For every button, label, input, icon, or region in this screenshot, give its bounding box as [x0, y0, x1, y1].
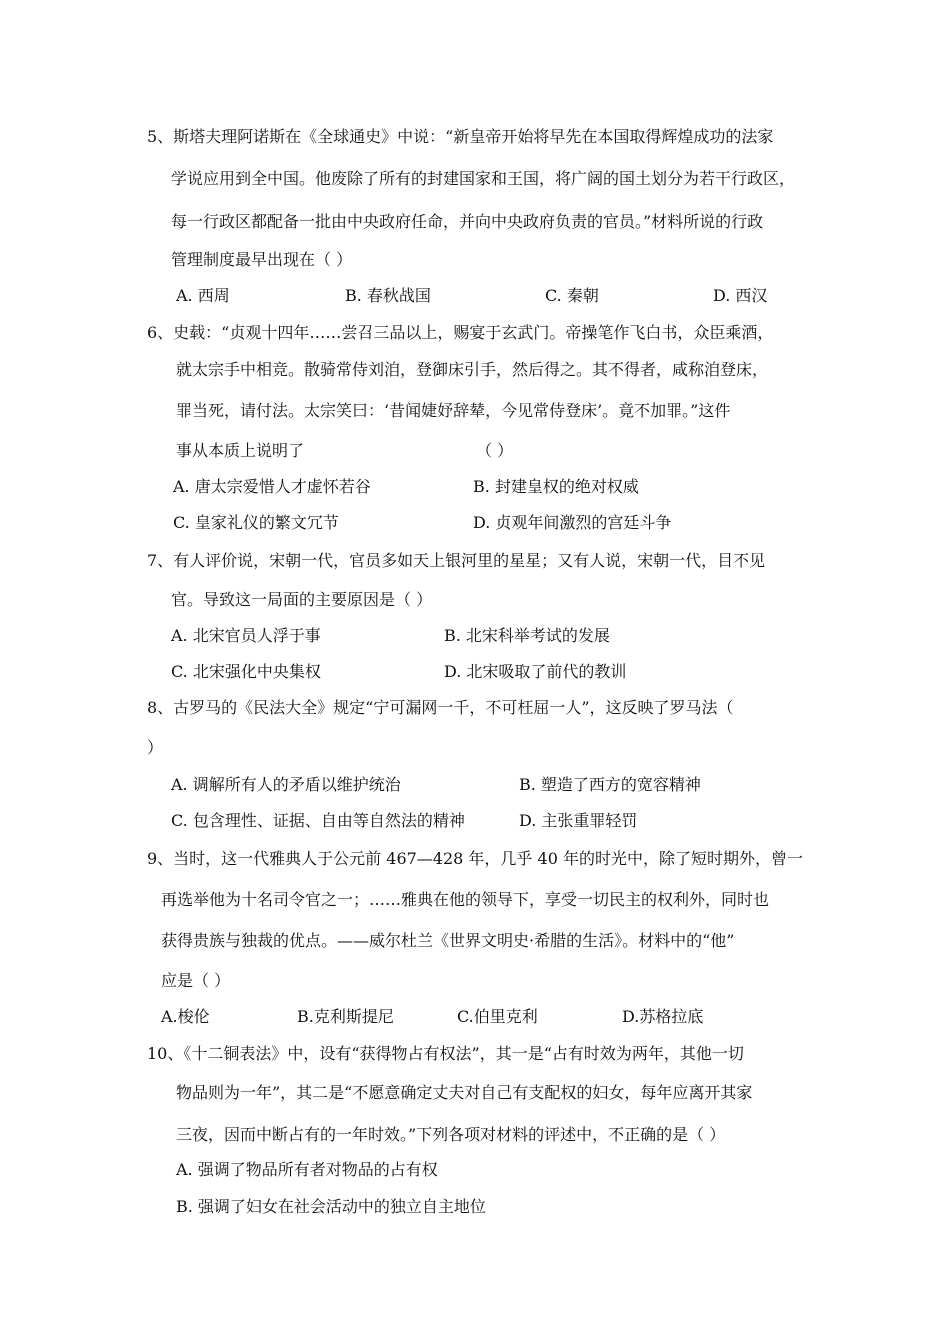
q10-stem-line-1: 10、《十二铜表法》中，设有“获得物占有权法”，其一是“占有时效为两年，其他一切 — [147, 1044, 744, 1063]
q8-option-a: A. 调解所有人的矛盾以维护统治 — [171, 775, 401, 794]
q10-option-a: A. 强调了物品所有者对物品的占有权 — [176, 1160, 438, 1179]
q8-option-b: B. 塑造了西方的宽容精神 — [519, 775, 701, 794]
q9-option-d: D.苏格拉底 — [622, 1007, 704, 1026]
q5-option-a: A. 西周 — [176, 286, 230, 305]
q9-option-c: C.伯里克利 — [457, 1007, 538, 1026]
q5-stem-line-2: 学说应用到全中国。他废除了所有的封建国家和王国，将广阔的国土划分为若干行政区， — [171, 169, 796, 188]
q10-option-b: B. 强调了妇女在社会活动中的独立自主地位 — [176, 1197, 486, 1216]
q7-option-c: C. 北宋强化中央集权 — [171, 662, 321, 681]
q9-option-a: A.梭伦 — [161, 1007, 210, 1026]
q5-stem-line-1: 5、斯塔夫理阿诺斯在《全球通史》中说：“新皇帝开始将早先在本国取得辉煌成功的法家 — [147, 127, 774, 146]
q5-option-c: C. 秦朝 — [545, 286, 599, 305]
q6-stem-line-1: 6、史载：“贞观十四年……尝召三品以上，赐宴于玄武门。帝操笔作飞白书，众臣乘酒， — [147, 323, 774, 342]
q5-stem-line-3: 每一行政区都配备一批由中央政府任命，并向中央政府负责的官员。”材料所说的行政 — [171, 212, 764, 231]
q5-option-d: D. 西汉 — [713, 286, 768, 305]
q7-option-a: A. 北宋官员人浮于事 — [171, 626, 321, 645]
q6-option-b: B. 封建皇权的绝对权威 — [473, 477, 639, 496]
q8-option-c: C. 包含理性、证据、自由等自然法的精神 — [171, 811, 465, 830]
q8-stem-line-1: 8、古罗马的《民法大全》规定“宁可漏网一千，不可枉屈一人”，这反映了罗马法（ — [147, 698, 734, 717]
q6-stem-line-3: 罪当死，请付法。太宗笑曰：‘昔闻婕妤辞辇，今见常侍登床’。竟不加罪。”这件 — [176, 401, 731, 420]
q6-option-d: D. 贞观年间激烈的宫廷斗争 — [473, 513, 672, 532]
q7-option-d: D. 北宋吸取了前代的教训 — [444, 662, 627, 681]
q7-option-b: B. 北宋科举考试的发展 — [444, 626, 610, 645]
q5-stem-line-4: 管理制度最早出现在（ ） — [171, 250, 353, 269]
q9-stem-line-4: 应是（ ） — [161, 971, 231, 990]
q10-stem-line-2: 物品则为一年”，其二是“不愿意确定丈夫对自己有支配权的妇女，每年应离开其家 — [176, 1083, 753, 1102]
q6-stem-line-4: 事从本质上说明了 — [176, 441, 305, 460]
q9-stem-line-2: 再选举他为十名司令官之一；……雅典在他的领导下，享受一切民主的权利外，同时也 — [161, 890, 770, 909]
q6-stem-line-2: 就太宗手中相竞。散骑常侍刘洎，登御床引手，然后得之。其不得者，咸称洎登床， — [176, 360, 769, 379]
q6-option-c: C. 皇家礼仪的繁文冗节 — [173, 513, 339, 532]
q8-stem-line-2: ） — [147, 738, 164, 757]
q9-option-b: B.克利斯提尼 — [297, 1007, 394, 1026]
q9-stem-line-1: 9、当时，这一代雅典人于公元前 467—428 年，几乎 40 年的时光中，除了短时期外，曾一 — [147, 849, 803, 868]
q10-stem-line-3: 三夜，因而中断占有的一年时效。”下列各项对材料的评述中，不正确的是（ ） — [176, 1125, 726, 1144]
q7-stem-line-2: 官。导致这一局面的主要原因是（ ） — [171, 590, 433, 609]
q6-option-a: A. 唐太宗爱惜人才虚怀若谷 — [173, 477, 371, 496]
q5-option-b: B. 春秋战国 — [345, 286, 431, 305]
q6-answer-paren: （ ） — [476, 441, 514, 460]
q8-option-d: D. 主张重罪轻罚 — [519, 811, 638, 830]
q9-stem-line-3: 获得贵族与独裁的优点。——威尔杜兰《世界文明史·希腊的生活》。材料中的“他” — [161, 931, 735, 950]
q7-stem-line-1: 7、有人评价说，宋朝一代，官员多如天上银河里的星星；又有人说，宋朝一代，目不见 — [147, 551, 766, 570]
